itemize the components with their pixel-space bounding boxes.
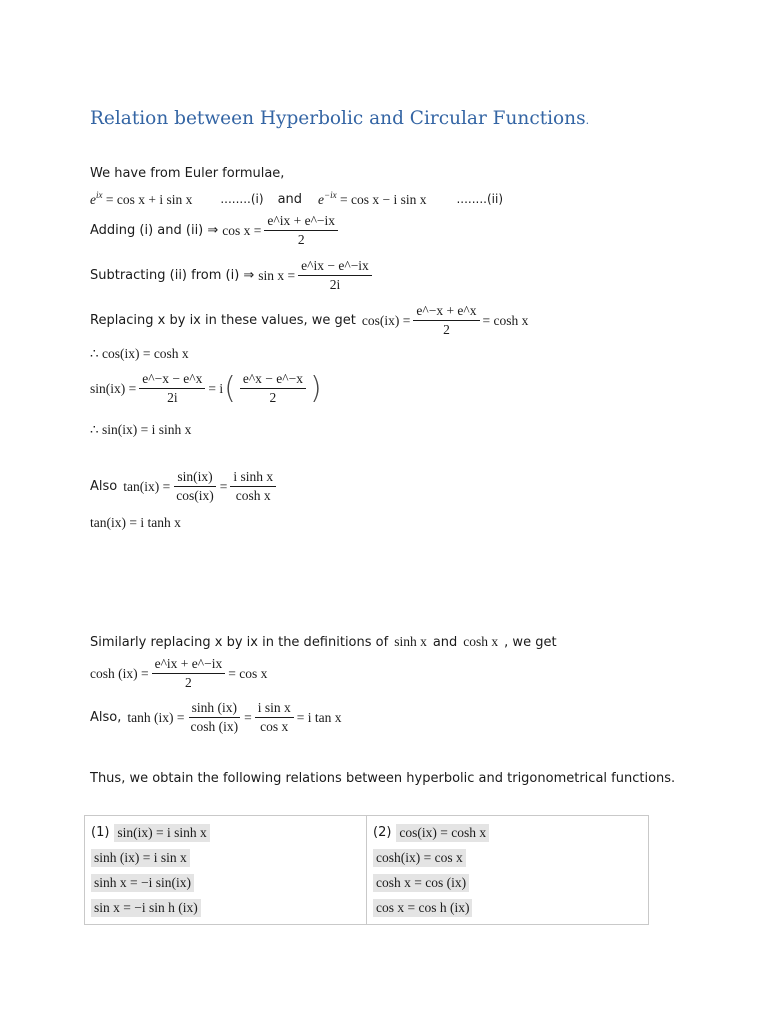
replacing-lhs: cos(ix) = — [361, 312, 411, 328]
table-right-row-2 — [373, 845, 642, 870]
adding-lhs: cos x = — [222, 222, 262, 238]
tanh-ix-denominator-1: cosh (ix) — [190, 719, 239, 734]
relation-left-1: sin(ix) = i sinh x — [114, 824, 209, 842]
page-title — [90, 108, 589, 129]
subtracting-line — [90, 259, 375, 292]
cosh-ix-lhs: cosh (ix) = — [90, 665, 149, 681]
table-row — [85, 816, 649, 925]
tan-ix-lhs: tan(ix) = — [123, 478, 171, 494]
therefore-cos: ∴ cos(ix) = cosh x — [90, 346, 189, 361]
title-period: . — [585, 114, 590, 127]
left-paren: ( — [224, 370, 236, 406]
euler-rhs-2: = cos x − i sin x — [340, 192, 427, 207]
table-left-row-4 — [91, 895, 360, 920]
adding-line — [90, 214, 341, 247]
tan-ix-line — [90, 470, 279, 503]
euler-exp-1: ix — [96, 190, 103, 200]
replacing-numerator: e^−x + e^x — [413, 304, 479, 321]
relation-right-3: cosh x = cos (ix) — [373, 874, 469, 892]
right-paren: ) — [310, 370, 322, 406]
table-left-label: (1) — [91, 825, 110, 840]
euler-base-1: e — [90, 192, 96, 207]
sin-ix-denominator-1: 2i — [167, 390, 178, 405]
tanh-ix-line — [90, 701, 341, 734]
euler-eq1 — [90, 190, 192, 208]
tan-ix-numerator-1: sin(ix) — [174, 470, 215, 487]
tanh-ix-text: Also, — [90, 710, 122, 725]
similarly-text-3: , we get — [504, 634, 557, 650]
similarly-line — [90, 634, 557, 650]
cosh-ix-fraction — [152, 657, 226, 690]
intro-line — [90, 166, 284, 181]
tan-result-line — [90, 515, 181, 531]
table-right-row-3 — [373, 870, 642, 895]
euler-eq2 — [318, 190, 426, 208]
similarly-cosh: cosh x — [463, 634, 499, 649]
euler-ref-2: ........(ii) — [456, 192, 504, 206]
title-text: Relation between Hyperbolic and Circular Functions — [90, 108, 586, 129]
euler-ref-1: ........(i) — [220, 192, 264, 206]
tanh-ix-equals: = — [244, 709, 252, 725]
euler-base-2: e — [318, 192, 325, 207]
tan-result: tan(ix) = i tanh x — [90, 515, 181, 530]
subtracting-numerator: e^ix − e^−ix — [298, 259, 372, 276]
sin-ix-lhs: sin(ix) = — [90, 380, 137, 396]
table-right-row-4 — [373, 895, 642, 920]
adding-text: Adding (i) and (ii) ⇒ — [90, 223, 219, 238]
tanh-ix-fraction-1 — [187, 701, 241, 734]
euler-exp-2: −ix — [324, 190, 337, 200]
tan-ix-denominator-2: cosh x — [235, 488, 271, 503]
therefore-sin-line — [90, 422, 191, 438]
replacing-text: Replacing x by ix in these values, we get — [90, 313, 356, 328]
tanh-ix-denominator-2: cos x — [260, 719, 289, 734]
table-left-row-1 — [91, 820, 360, 845]
cosh-ix-line — [90, 657, 267, 690]
sin-ix-denominator-2: 2 — [269, 390, 277, 405]
relation-left-3: sinh x = −i sin(ix) — [91, 874, 194, 892]
relation-left-2: sinh (ix) = i sin x — [91, 849, 190, 867]
cosh-ix-numerator: e^ix + e^−ix — [152, 657, 226, 674]
relations-table — [84, 815, 649, 925]
tan-ix-numerator-2: i sinh x — [230, 470, 276, 487]
sin-ix-line — [90, 372, 323, 405]
adding-numerator: e^ix + e^−ix — [264, 214, 338, 231]
similarly-and: and — [432, 634, 458, 650]
cosh-ix-rhs: = cos x — [228, 665, 268, 681]
similarly-text-1: Similarly replacing x by ix in the definitions of — [90, 634, 389, 650]
thus-text: Thus, we obtain the following relations between hyperbolic and trigonometrical functions. — [90, 771, 676, 786]
adding-fraction — [264, 214, 338, 247]
euler-line — [90, 190, 503, 208]
cosh-ix-denominator: 2 — [185, 675, 192, 690]
sin-ix-mid: = i — [208, 380, 224, 396]
intro-text: We have from Euler formulae, — [90, 166, 285, 181]
sin-ix-fraction-1 — [139, 372, 205, 405]
tan-ix-fraction-2 — [230, 470, 276, 503]
therefore-cos-line — [90, 346, 189, 362]
similarly-sinh: sinh x — [394, 634, 427, 649]
sin-ix-numerator-2: e^x − e^−x — [240, 372, 306, 389]
tan-ix-denominator-1: cos(ix) — [176, 488, 214, 503]
tanh-ix-lhs: tanh (ix) = — [127, 709, 185, 725]
subtracting-fraction — [298, 259, 372, 292]
table-right-row-1 — [373, 820, 642, 845]
tan-ix-fraction-1 — [173, 470, 217, 503]
subtracting-lhs: sin x = — [258, 267, 296, 283]
thus-line — [90, 771, 675, 786]
relation-left-4: sin x = −i sin h (ix) — [91, 899, 201, 917]
table-left-row-3 — [91, 870, 360, 895]
euler-and: and — [277, 191, 303, 207]
replacing-line — [90, 304, 528, 337]
adding-denominator: 2 — [297, 232, 305, 247]
subtracting-denominator: 2i — [329, 277, 341, 292]
tan-ix-text: Also — [90, 479, 118, 494]
subtracting-text: Subtracting (ii) from (i) ⇒ — [90, 268, 255, 283]
table-cell-right — [367, 816, 649, 925]
table-cell-left — [85, 816, 367, 925]
relation-right-2: cosh(ix) = cos x — [373, 849, 466, 867]
table-right-label: (2) — [373, 825, 392, 840]
therefore-sin: ∴ sin(ix) = i sinh x — [90, 422, 192, 437]
tanh-ix-rhs: = i tan x — [296, 709, 342, 725]
tanh-ix-fraction-2 — [255, 701, 294, 734]
replacing-fraction — [413, 304, 479, 337]
tan-ix-equals: = — [219, 478, 228, 494]
tanh-ix-numerator-2: i sin x — [255, 701, 294, 718]
relation-right-4: cos x = cos h (ix) — [373, 899, 472, 917]
table-left-row-2 — [91, 845, 360, 870]
tanh-ix-numerator-1: sinh (ix) — [189, 701, 240, 718]
euler-rhs-1: = cos x + i sin x — [105, 192, 193, 207]
sin-ix-fraction-2 — [240, 372, 306, 405]
sin-ix-numerator-1: e^−x − e^x — [139, 372, 205, 389]
replacing-denominator: 2 — [443, 322, 450, 337]
replacing-rhs: = cosh x — [482, 312, 529, 328]
relation-right-1: cos(ix) = cosh x — [396, 824, 489, 842]
